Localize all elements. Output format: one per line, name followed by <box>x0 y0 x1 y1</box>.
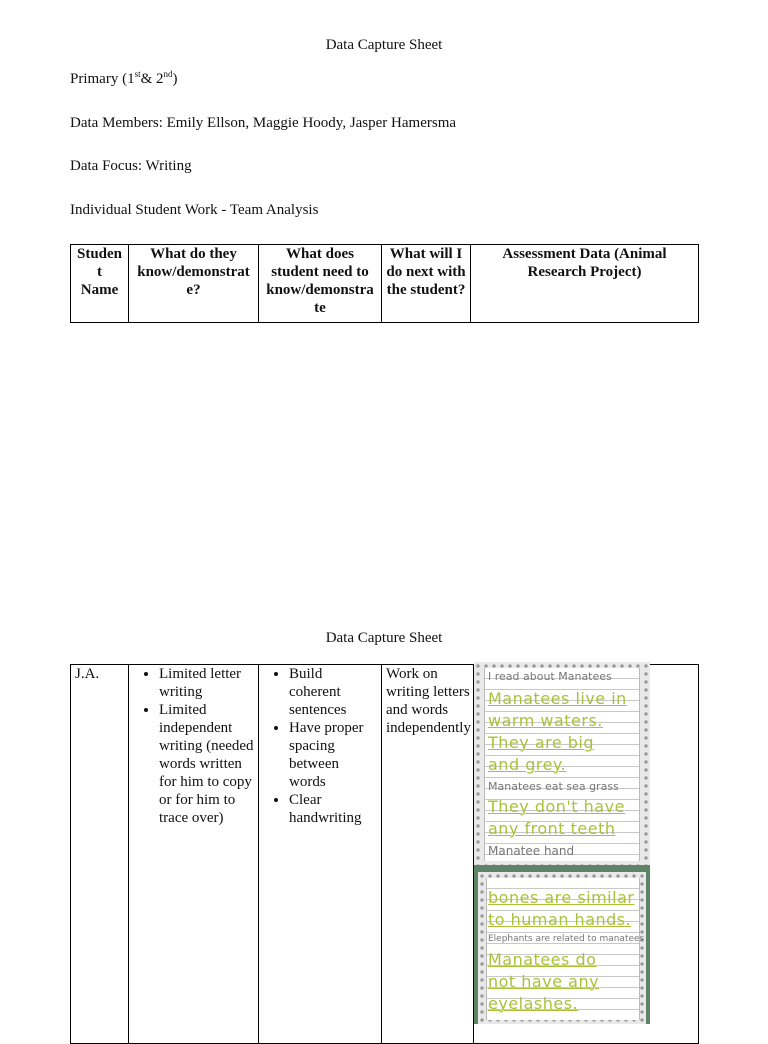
writing-sample-page-1: I read about Manatees Manatees live in warm waters. They are big and grey. Manatees eat sea grass They don't have any front teeth Manatee hand <box>474 662 650 865</box>
col-assessment: Assessment Data (Animal Research Project) <box>471 245 699 323</box>
analysis-title: Individual Student Work - Team Analysis <box>70 202 319 218</box>
writing-sample-page-2: bones are similar to human hands. Elephants are related to manatees Manatees do not have any eyelashes. <box>478 872 646 1024</box>
header-table <box>70 244 699 323</box>
knows-cell <box>129 665 259 1044</box>
data-focus: Data Focus: Writing <box>70 158 192 174</box>
data-members: Data Members: Emily Ellson, Maggie Hoody, Jasper Hamersma <box>70 115 457 131</box>
needs-cell <box>259 665 382 1044</box>
list-item: • Limited letter writing <box>159 665 254 701</box>
col-student-name: Studen t Name <box>71 245 129 323</box>
list-item: • Have proper spacing between words <box>289 719 377 791</box>
needs-list <box>263 665 377 827</box>
writing-sample-image <box>474 662 650 1024</box>
page-title: Data Capture Sheet <box>325 37 443 53</box>
page2-title: Data Capture Sheet <box>325 630 443 646</box>
list-item: • Limited independent writing (needed words written for him to copy or for him to trace over) <box>159 701 254 827</box>
knows-list <box>133 665 254 827</box>
col-next: What will I do next with the student? <box>382 245 471 323</box>
col-needs: What does student need to know/demonstra te <box>259 245 382 323</box>
next-steps-cell: Work on writing letters and words independently <box>382 665 474 1044</box>
list-item: • Clear handwriting <box>289 791 377 827</box>
col-knows: What do they know/demonstrat e? <box>129 245 259 323</box>
student-name-cell: J.A. <box>71 665 129 1044</box>
list-item: • Build coherent sentences <box>289 665 377 719</box>
grade-level: Primary (1st& 2nd) <box>70 69 178 87</box>
